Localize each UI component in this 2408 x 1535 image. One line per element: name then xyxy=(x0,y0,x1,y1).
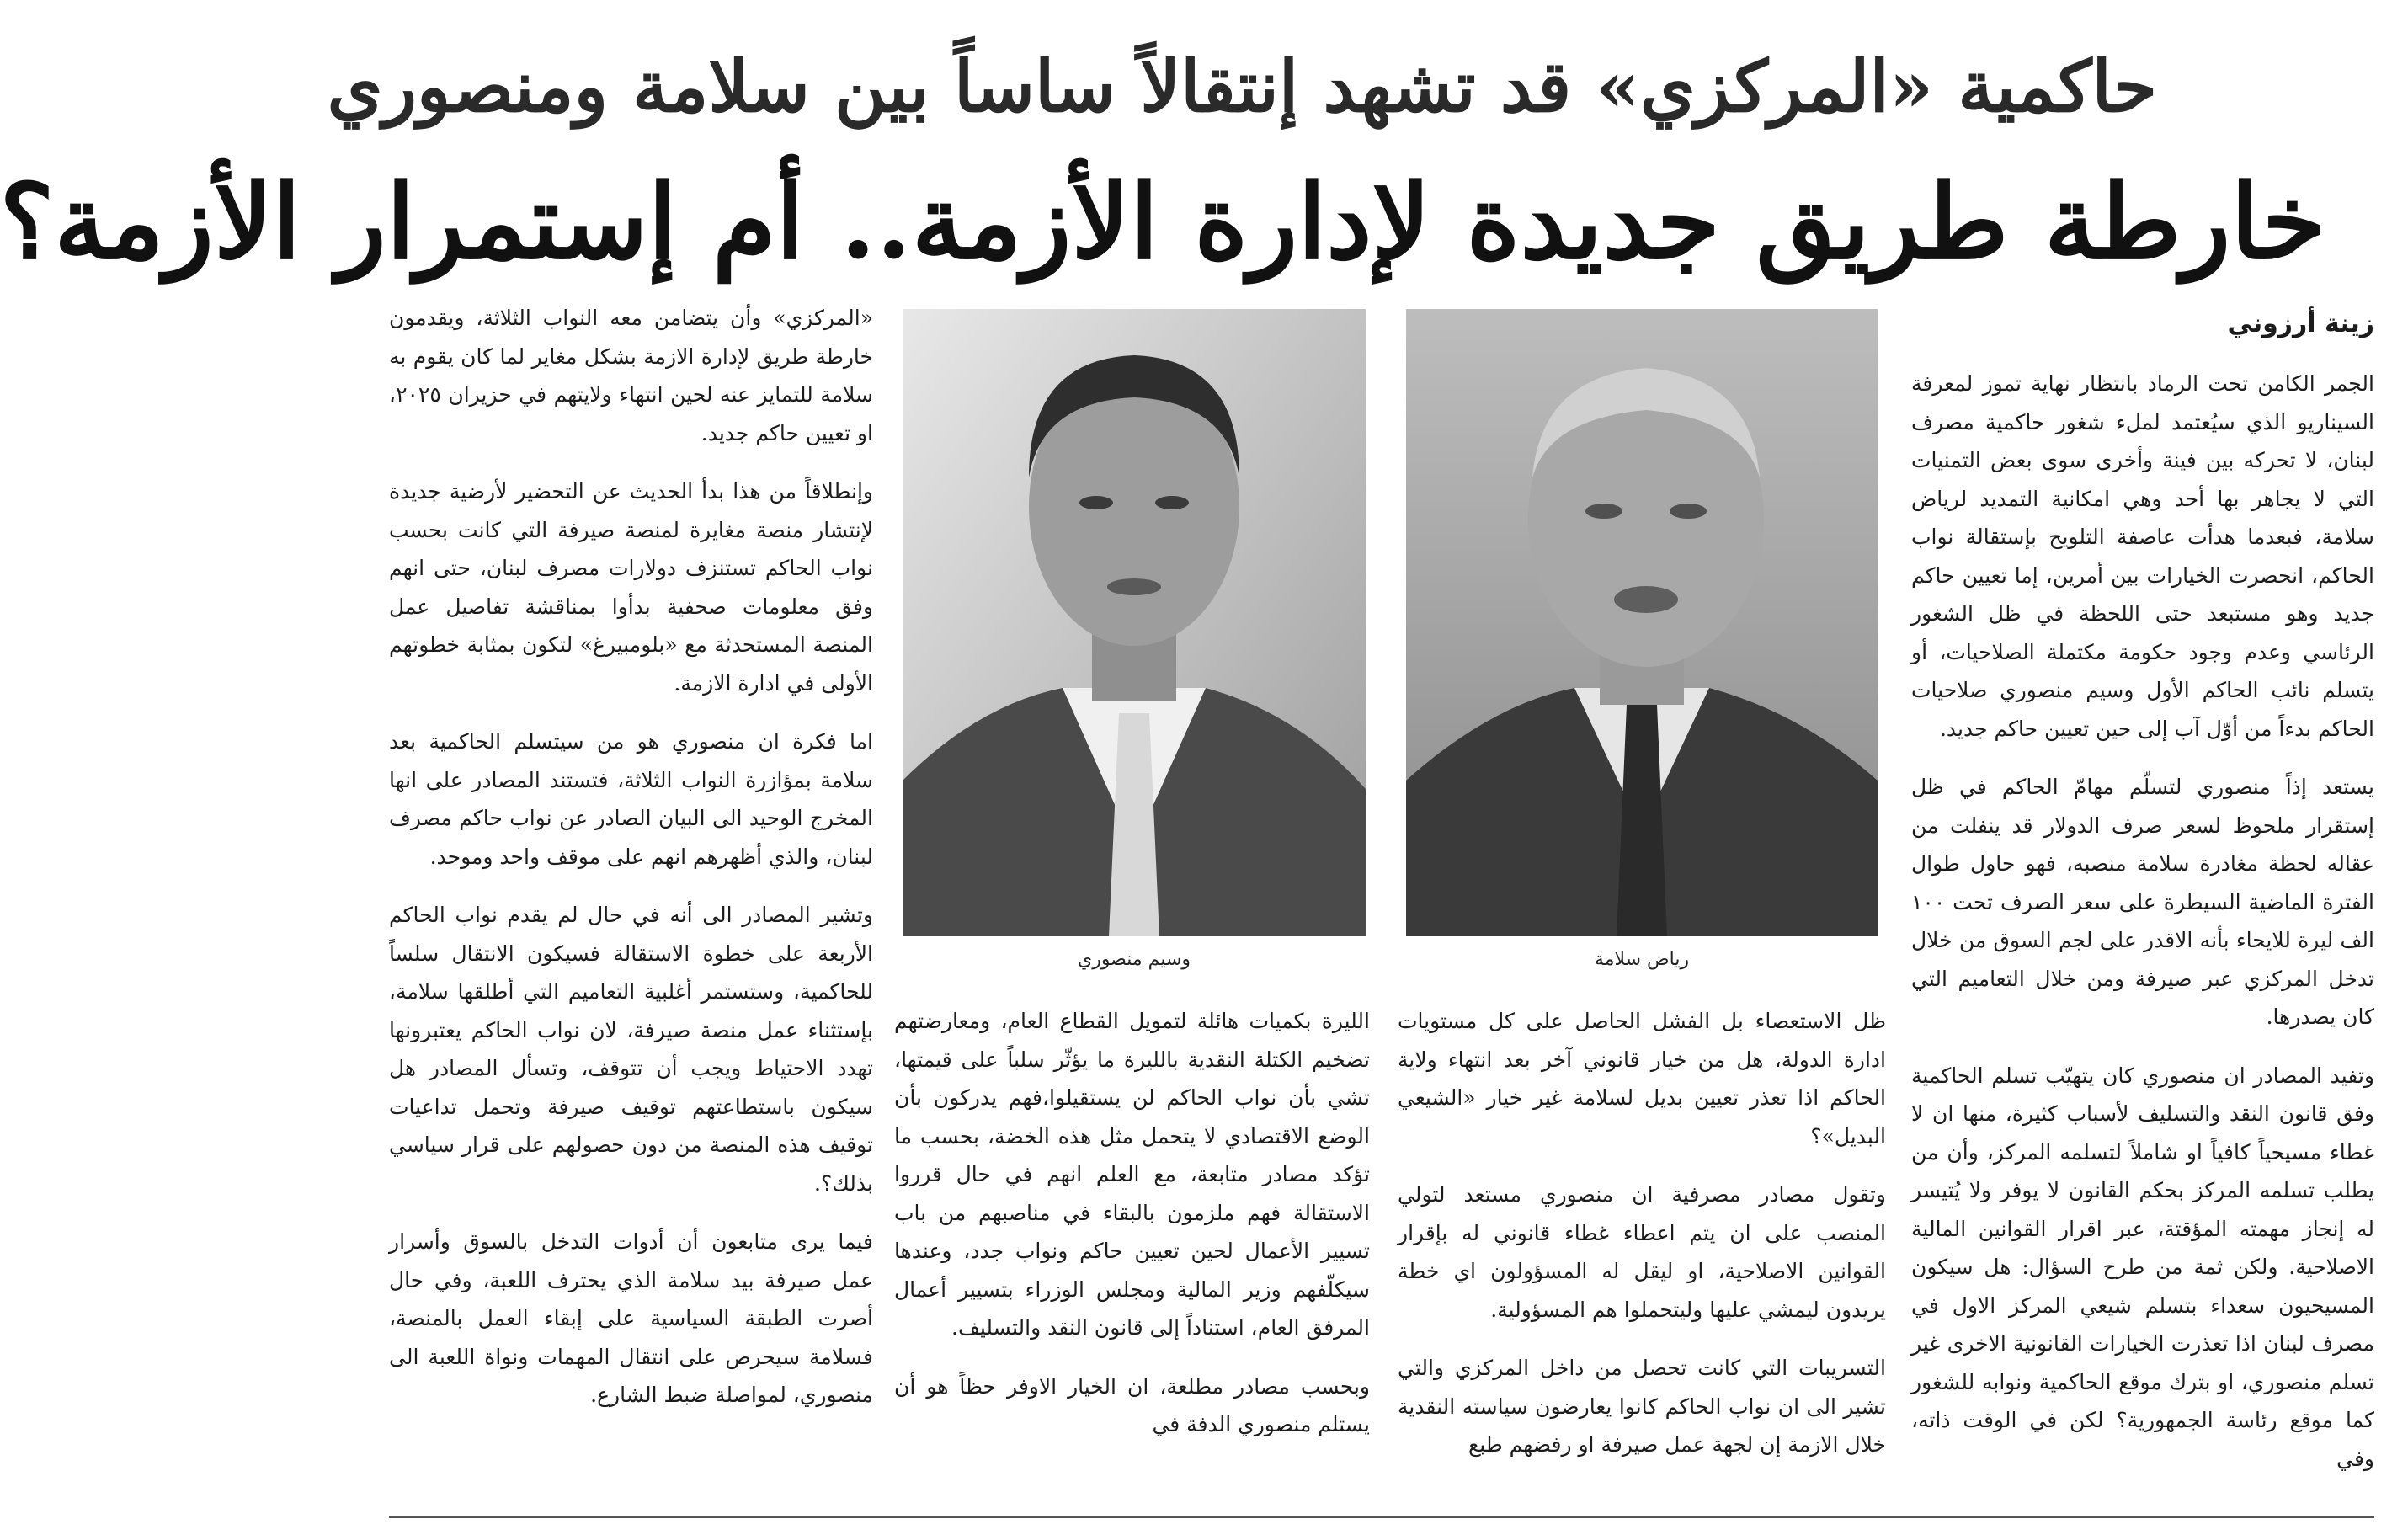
article-column-2 xyxy=(1398,1002,1886,1490)
article-column-4 xyxy=(389,299,873,1486)
paragraph: وتشير المصادر الى أنه في حال لم يقدم نواب الحاكم الأربعة على خطوة الاستقالة فسيكون الانتقال سلساً للحاكمية، وستستمر أغلبية التعاميم التي أطلقها سلامة، بإستثناء عمل منصة صيرفة، لان نواب الحاكم يعتبرونها تهدد الاحتياط ويجب أن تتوقف، وتسأل المصادر هل سيكون باستطاعتهم توقيف صيرفة وتحمل تداعيات توقيف هذه المنصة من دون حصولهم على قرار سياسي بذلك؟. xyxy=(389,903,873,1196)
photo-caption: رياض سلامة xyxy=(1594,949,1690,970)
paragraph: وبحسب مصادر مطلعة، ان الخيار الاوفر حظاً هو أن يستلم منصوري الدفة في xyxy=(894,1373,1370,1436)
portrait-image xyxy=(903,309,1366,936)
headline-main: خارطة طريق جديدة لإدارة الأزمة.. أم إستمرار الأزمة؟ xyxy=(0,161,2325,282)
photo-wassim-mansouri xyxy=(903,309,1366,936)
photo-riad-salameh xyxy=(1406,309,1878,936)
portrait-image xyxy=(1406,309,1878,936)
paragraph: وتفيد المصادر ان منصوري كان يتهيّب تسلم الحاكمية وفق قانون النقد والتسليف لأسباب كثيرة، منها ان لا غطاء مسيحياً كافياً او شاملاً لتسلمه المركز، وأن من يطلب تسلمه المركز بحكم القانون لا يوفر ولا يُتيسر له إنجاز مهمته المؤقتة، عبر اقرار القوانين المالية الاصلاحية. ولكن ثمة من طرح السؤال: هل سيكون المسيحيون سعداء بتسلم شيعي المركز الاول في مصرف لبنان اذا تعذرت الخيارات القانونية الاخرى غير تسلم منصوري، او بترك موقع الحاكمية ونوابه للشغور كما موقع رئاسة الجمهورية؟ لكن في الوقت ذاته، وفي xyxy=(1911,1063,2374,1471)
paragraph: اما فكرة ان منصوري هو من سيتسلم الحاكمية بعد سلامة بمؤازرة النواب الثلاثة، فتستند المصادر على انها المخرج الوحيد الى البيان الصادر عن نواب حاكم مصرف لبنان، والذي أظهرهم انهم على موقف واحد وموحد. xyxy=(389,729,873,869)
paragraph: وإنطلاقاً من هذا بدأ الحديث عن التحضير لأرضية جديدة لإنتشار منصة مغايرة لمنصة صيرفة التي كانت بحسب نواب الحاكم تستنزف دولارات مصرف لبنان، حتى انهم وفق معلومات صحفية بدأوا بمناقشة تفاصيل عمل المنصة المستحدثة مع «بلومبيرغ» لتكون بمثابة خطوتهم الأولى في ادارة الازمة. xyxy=(389,479,873,696)
paragraph: التسريبات التي كانت تحصل من داخل المركزي والتي تشير الى ان نواب الحاكم كانوا يعارضون سياسته النقدية خلال الازمة إن لجهة عمل صيرفة او رفضهم طبع xyxy=(1398,1356,1886,1457)
paragraph: وتقول مصادر مصرفية ان منصوري مستعد لتولي المنصب على ان يتم اعطاء غطاء قانوني له بإقرار القوانين الاصلاحية، او ليقل له المسؤولون اي خطة يريدون ليمشي عليها وليتحملوا هم المسؤولية. xyxy=(1398,1182,1886,1322)
byline: زينة أرزوني xyxy=(2227,309,2374,338)
paragraph: «المركزي» وأن يتضامن معه النواب الثلاثة، ويقدمون خارطة طريق لإدارة الازمة بشكل مغاير لما كان يقوم به سلامة للتمايز عنه لحين انتهاء ولايتهم في حزيران ٢٠٢٥، او تعيين حاكم جديد. xyxy=(389,306,873,445)
paragraph: فيما يرى متابعون أن أدوات التدخل بالسوق وأسرار عمل صيرفة بيد سلامة الذي يحترف اللعبة، وفي حال أصرت الطبقة السياسية على إبقاء العمل بالمنصة، فسلامة سيحرص على انتقال المهمات ونواة اللعبة الى منصوري، لمواصلة ضبط الشارع. xyxy=(389,1229,873,1407)
paragraph: يستعد إذاً منصوري لتسلّم مهامّ الحاكم في ظل إستقرار ملحوظ لسعر صرف الدولار قد ينفلت من عقاله لحظة مغادرة سلامة منصبه، فهو حاول طوال الفترة الماضية السيطرة على سعر الصرف تحت ١٠٠ الف ليرة للايحاء بأنه الاقدر على لجم السوق من خلال تدخل المركزي عبر صيرفة ومن خلال التعاميم التي كان يصدرها. xyxy=(1911,775,2374,1029)
photo-caption: وسيم منصوري xyxy=(1077,949,1191,970)
article-column-1 xyxy=(1911,299,2374,1486)
bottom-divider xyxy=(389,1516,2374,1518)
paragraph: الجمر الكامن تحت الرماد بانتظار نهاية تموز لمعرفة السيناريو الذي سيُعتمد لملء شغور حاكمية مصرف لبنان، لا تحركه بين فينة وأخرى سوى بعض التمنيات التي لا يجاهر بها أحد وهي امكانية التمديد لرياض سلامة، فبعدما هدأت عاصفة التلويح بإستقالة نواب الحاكم، انحصرت الخيارات بين أمرين، إما تعيين حاكم جديد وهو مستبعد حتى اللحظة في ظل الشغور الرئاسي وعدم وجود حكومة مكتملة الصلاحيات، أو يتسلم نائب الحاكم الأول وسيم منصوري صلاحيات الحاكم بدءاً من أوّل آب إلى حين تعيين حاكم جديد. xyxy=(1911,371,2374,741)
article-column-3 xyxy=(894,1002,1370,1490)
headline-kicker: حاكمية «المركزي» قد تشهد إنتقالاً ساساً بين سلامة ومنصوري xyxy=(327,45,2157,128)
paragraph: ظل الاستعصاء بل الفشل الحاصل على كل مستويات ادارة الدولة، هل من خيار قانوني آخر بعد انتهاء ولاية الحاكم اذا تعذر تعيين بديل لسلامة غير خيار «الشيعي البديل»؟ xyxy=(1398,1009,1886,1149)
paragraph: الليرة بكميات هائلة لتمويل القطاع العام، ومعارضتهم تضخيم الكتلة النقدية بالليرة ما يؤثّر سلباً على قيمتها، تشي بأن نواب الحاكم لن يستقيلوا،فهم يدركون بأن الوضع الاقتصادي لا يتحمل مثل هذه الخضة، بحسب ما تؤكد مصادر متابعة، مع العلم انهم في حال قرروا الاستقالة فهم ملزمون بالبقاء في مناصبهم من باب تسيير الأعمال لحين تعيين حاكم ونواب جدد، وعندها سيكلّفهم وزير المالية ومجلس الوزراء بتسيير أعمال المرفق العام، استناداً إلى قانون النقد والتسليف. xyxy=(894,1009,1370,1340)
